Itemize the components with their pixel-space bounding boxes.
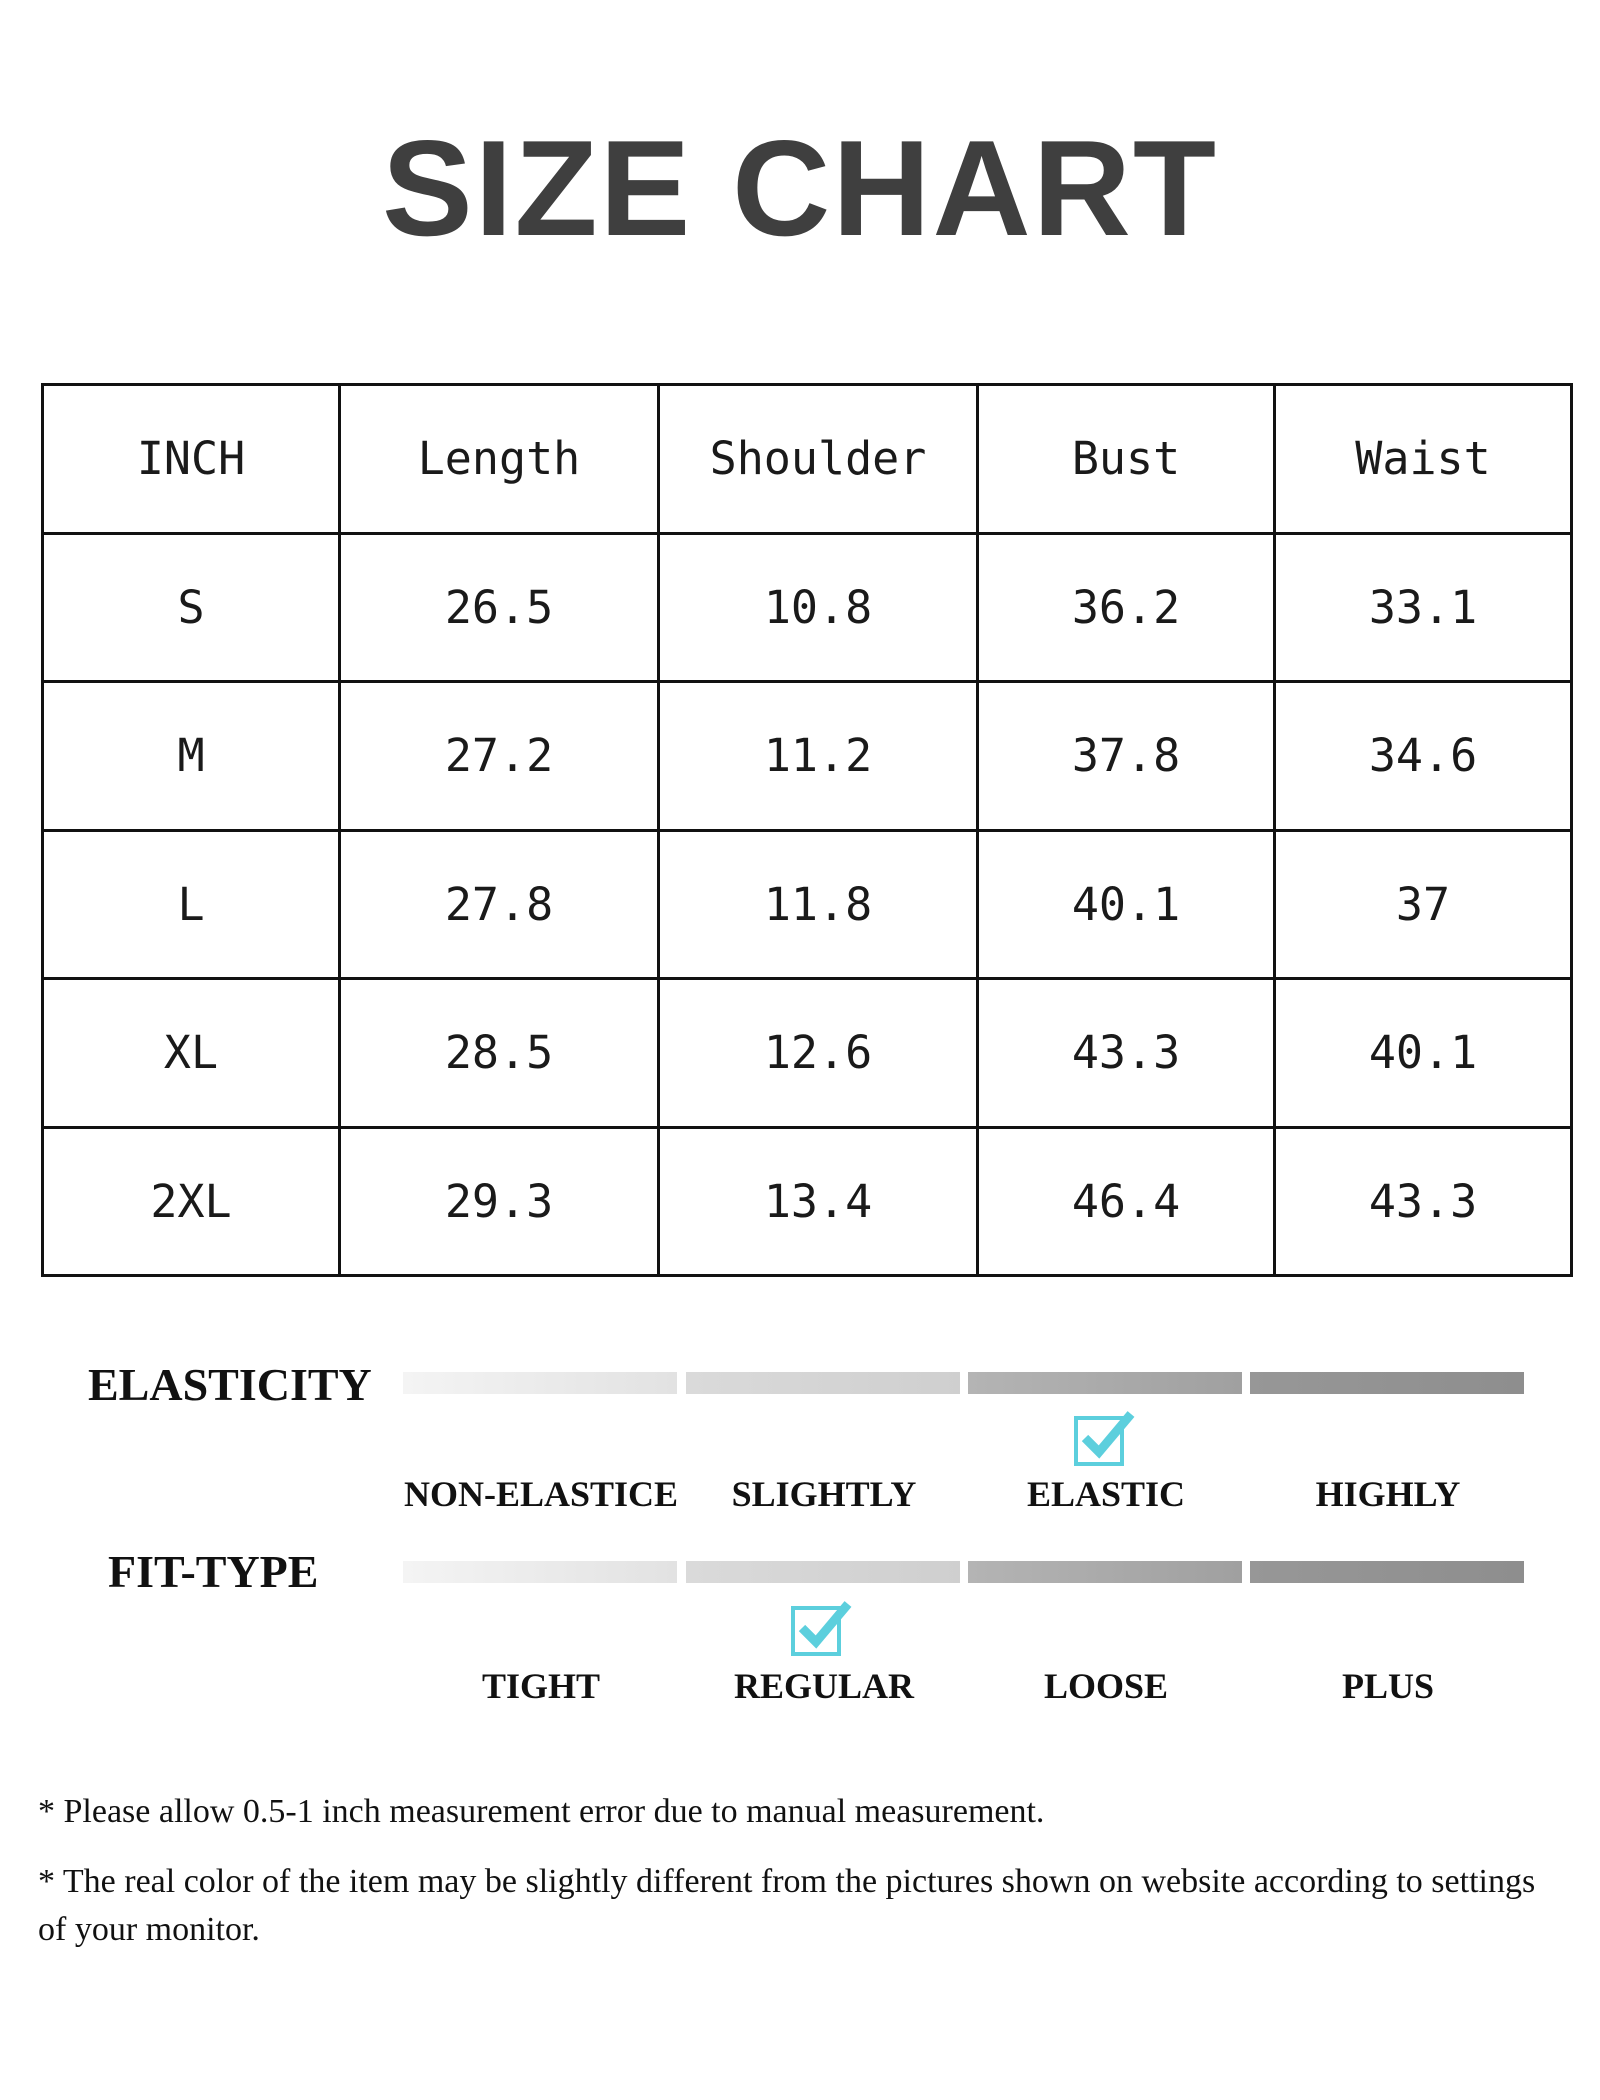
elasticity-option-non-elastice: NON-ELASTICE [403, 1474, 679, 1514]
table-cell: 37.8 [978, 682, 1275, 831]
table-cell: 28.5 [340, 979, 659, 1128]
table-cell: 13.4 [659, 1127, 978, 1276]
table-cell: 36.2 [978, 533, 1275, 682]
table-cell: XL [43, 979, 340, 1128]
table-row [43, 979, 1572, 1128]
fit-type-bar-2 [686, 1561, 960, 1583]
fit-type-bar-3 [968, 1561, 1242, 1583]
table-row [43, 682, 1572, 831]
fit-type-option-loose: LOOSE [1043, 1666, 1169, 1706]
table-cell: 43.3 [1275, 1127, 1572, 1276]
check-icon [1073, 1408, 1135, 1470]
table-header-row [43, 385, 1572, 534]
table-cell: 27.8 [340, 830, 659, 979]
note-color-difference: * The real color of the item may be slightly different from the pictures shown on website according to settings of your monitor. [38, 1863, 1536, 1948]
elasticity-option-elastic: ELASTIC [1026, 1474, 1186, 1514]
table-cell: 37 [1275, 830, 1572, 979]
elasticity-bar-3 [968, 1372, 1242, 1394]
check-icon [790, 1598, 852, 1660]
table-cell: 40.1 [978, 830, 1275, 979]
table-row [43, 533, 1572, 682]
table-cell: 34.6 [1275, 682, 1572, 831]
fit-type-bar-4 [1250, 1561, 1524, 1583]
table-cell: L [43, 830, 340, 979]
fit-type-option-tight: TIGHT [481, 1666, 601, 1706]
table-cell: 11.2 [659, 682, 978, 831]
fit-type-option-plus: PLUS [1341, 1666, 1435, 1706]
table-cell: 10.8 [659, 533, 978, 682]
table-header-cell: Length [340, 385, 659, 534]
size-table [41, 383, 1573, 1277]
note-measurement-error: * Please allow 0.5-1 inch measurement error due to manual measurement. [38, 1793, 1045, 1830]
table-cell: 33.1 [1275, 533, 1572, 682]
table-row [43, 830, 1572, 979]
table-row [43, 1127, 1572, 1276]
table-cell: M [43, 682, 340, 831]
table-header-cell: INCH [43, 385, 340, 534]
table-cell: 40.1 [1275, 979, 1572, 1128]
fit-type-label: FIT-TYPE [108, 1546, 319, 1597]
elasticity-bar-2 [686, 1372, 960, 1394]
table-cell: 27.2 [340, 682, 659, 831]
table-cell: S [43, 533, 340, 682]
elasticity-option-slightly: SLIGHTLY [731, 1474, 917, 1514]
elasticity-option-highly: HIGHLY [1315, 1474, 1461, 1514]
elasticity-label: ELASTICITY [88, 1359, 372, 1410]
fit-type-option-regular: REGULAR [733, 1666, 915, 1706]
table-cell: 29.3 [340, 1127, 659, 1276]
table-cell: 43.3 [978, 979, 1275, 1128]
table-cell: 11.8 [659, 830, 978, 979]
table-cell: 12.6 [659, 979, 978, 1128]
table-header-cell: Bust [978, 385, 1275, 534]
table-cell: 26.5 [340, 533, 659, 682]
table-cell: 46.4 [978, 1127, 1275, 1276]
page-title: SIZE CHART [382, 112, 1218, 264]
fit-type-bar-1 [403, 1561, 677, 1583]
elasticity-bar-4 [1250, 1372, 1524, 1394]
elasticity-bar-1 [403, 1372, 677, 1394]
table-header-cell: Shoulder [659, 385, 978, 534]
table-cell: 2XL [43, 1127, 340, 1276]
table-header-cell: Waist [1275, 385, 1572, 534]
